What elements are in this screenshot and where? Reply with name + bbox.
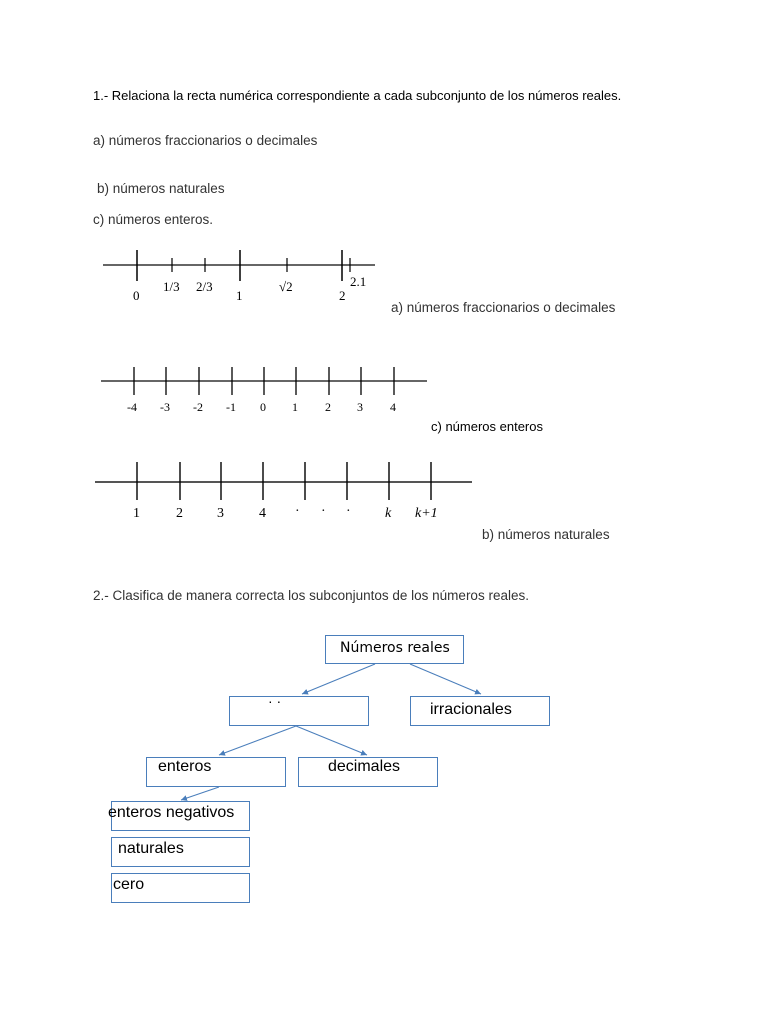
line-a-tick-1: 1 bbox=[236, 288, 243, 303]
node-blank-label: · · bbox=[268, 693, 282, 709]
line-a-tick-sqrt2: √2 bbox=[279, 279, 293, 294]
line-b-answer: b) números naturales bbox=[482, 527, 610, 542]
node-decimals-label: decimales bbox=[328, 758, 401, 775]
line-c-tick-neg3: -3 bbox=[160, 400, 170, 414]
line-b-dot-3: · bbox=[346, 504, 351, 519]
line-b-tick-1: 1 bbox=[133, 506, 140, 521]
line-c-tick-neg2: -2 bbox=[193, 400, 203, 414]
line-b-dot-2: · bbox=[321, 504, 326, 519]
option-b: b) números naturales bbox=[97, 181, 225, 196]
line-a-tick-2-3: 2/3 bbox=[196, 279, 213, 294]
line-a-tick-2: 2 bbox=[339, 288, 346, 303]
line-c-tick-neg4: -4 bbox=[127, 400, 137, 414]
node-negative-integers-label: enteros negativos bbox=[108, 804, 235, 821]
line-c-tick-1: 1 bbox=[292, 400, 298, 414]
question-1-prompt: 1.- Relaciona la recta numérica correspondiente a cada subconjunto de los números reales. bbox=[93, 88, 622, 103]
line-a-answer: a) números fraccionarios o decimales bbox=[391, 300, 616, 315]
node-naturals-label: naturales bbox=[118, 840, 184, 857]
line-a-tick-0: 0 bbox=[133, 288, 140, 303]
option-a: a) números fraccionarios o decimales bbox=[93, 133, 318, 148]
node-blank[interactable] bbox=[229, 696, 369, 726]
line-b-dot-1: · bbox=[295, 504, 300, 519]
line-a-tick-2-1: 2.1 bbox=[350, 274, 367, 289]
node-irrational-label: irracionales bbox=[430, 701, 512, 718]
option-c: c) números enteros. bbox=[93, 212, 214, 227]
line-b-tick-k: k bbox=[385, 506, 392, 521]
line-c-tick-4: 4 bbox=[390, 400, 396, 414]
line-b-tick-4: 4 bbox=[259, 506, 266, 521]
question-2-prompt: 2.- Clasifica de manera correcta los subconjuntos de los números reales. bbox=[93, 588, 529, 603]
node-zero-label: cero bbox=[113, 876, 145, 893]
line-a-tick-1-3: 1/3 bbox=[163, 279, 180, 294]
line-b-tick-3: 3 bbox=[217, 506, 224, 521]
line-c-answer: c) números enteros bbox=[431, 419, 543, 434]
line-c-tick-2: 2 bbox=[325, 400, 331, 414]
line-c-tick-neg1: -1 bbox=[226, 400, 236, 414]
line-c-tick-3: 3 bbox=[357, 400, 363, 414]
line-c-tick-0: 0 bbox=[260, 400, 266, 414]
line-b-tick-k-plus-1: k+1 bbox=[415, 506, 438, 521]
node-integers-label: enteros bbox=[158, 758, 212, 775]
node-real-numbers-label: Números reales bbox=[340, 640, 450, 656]
line-b-tick-2: 2 bbox=[176, 506, 183, 521]
